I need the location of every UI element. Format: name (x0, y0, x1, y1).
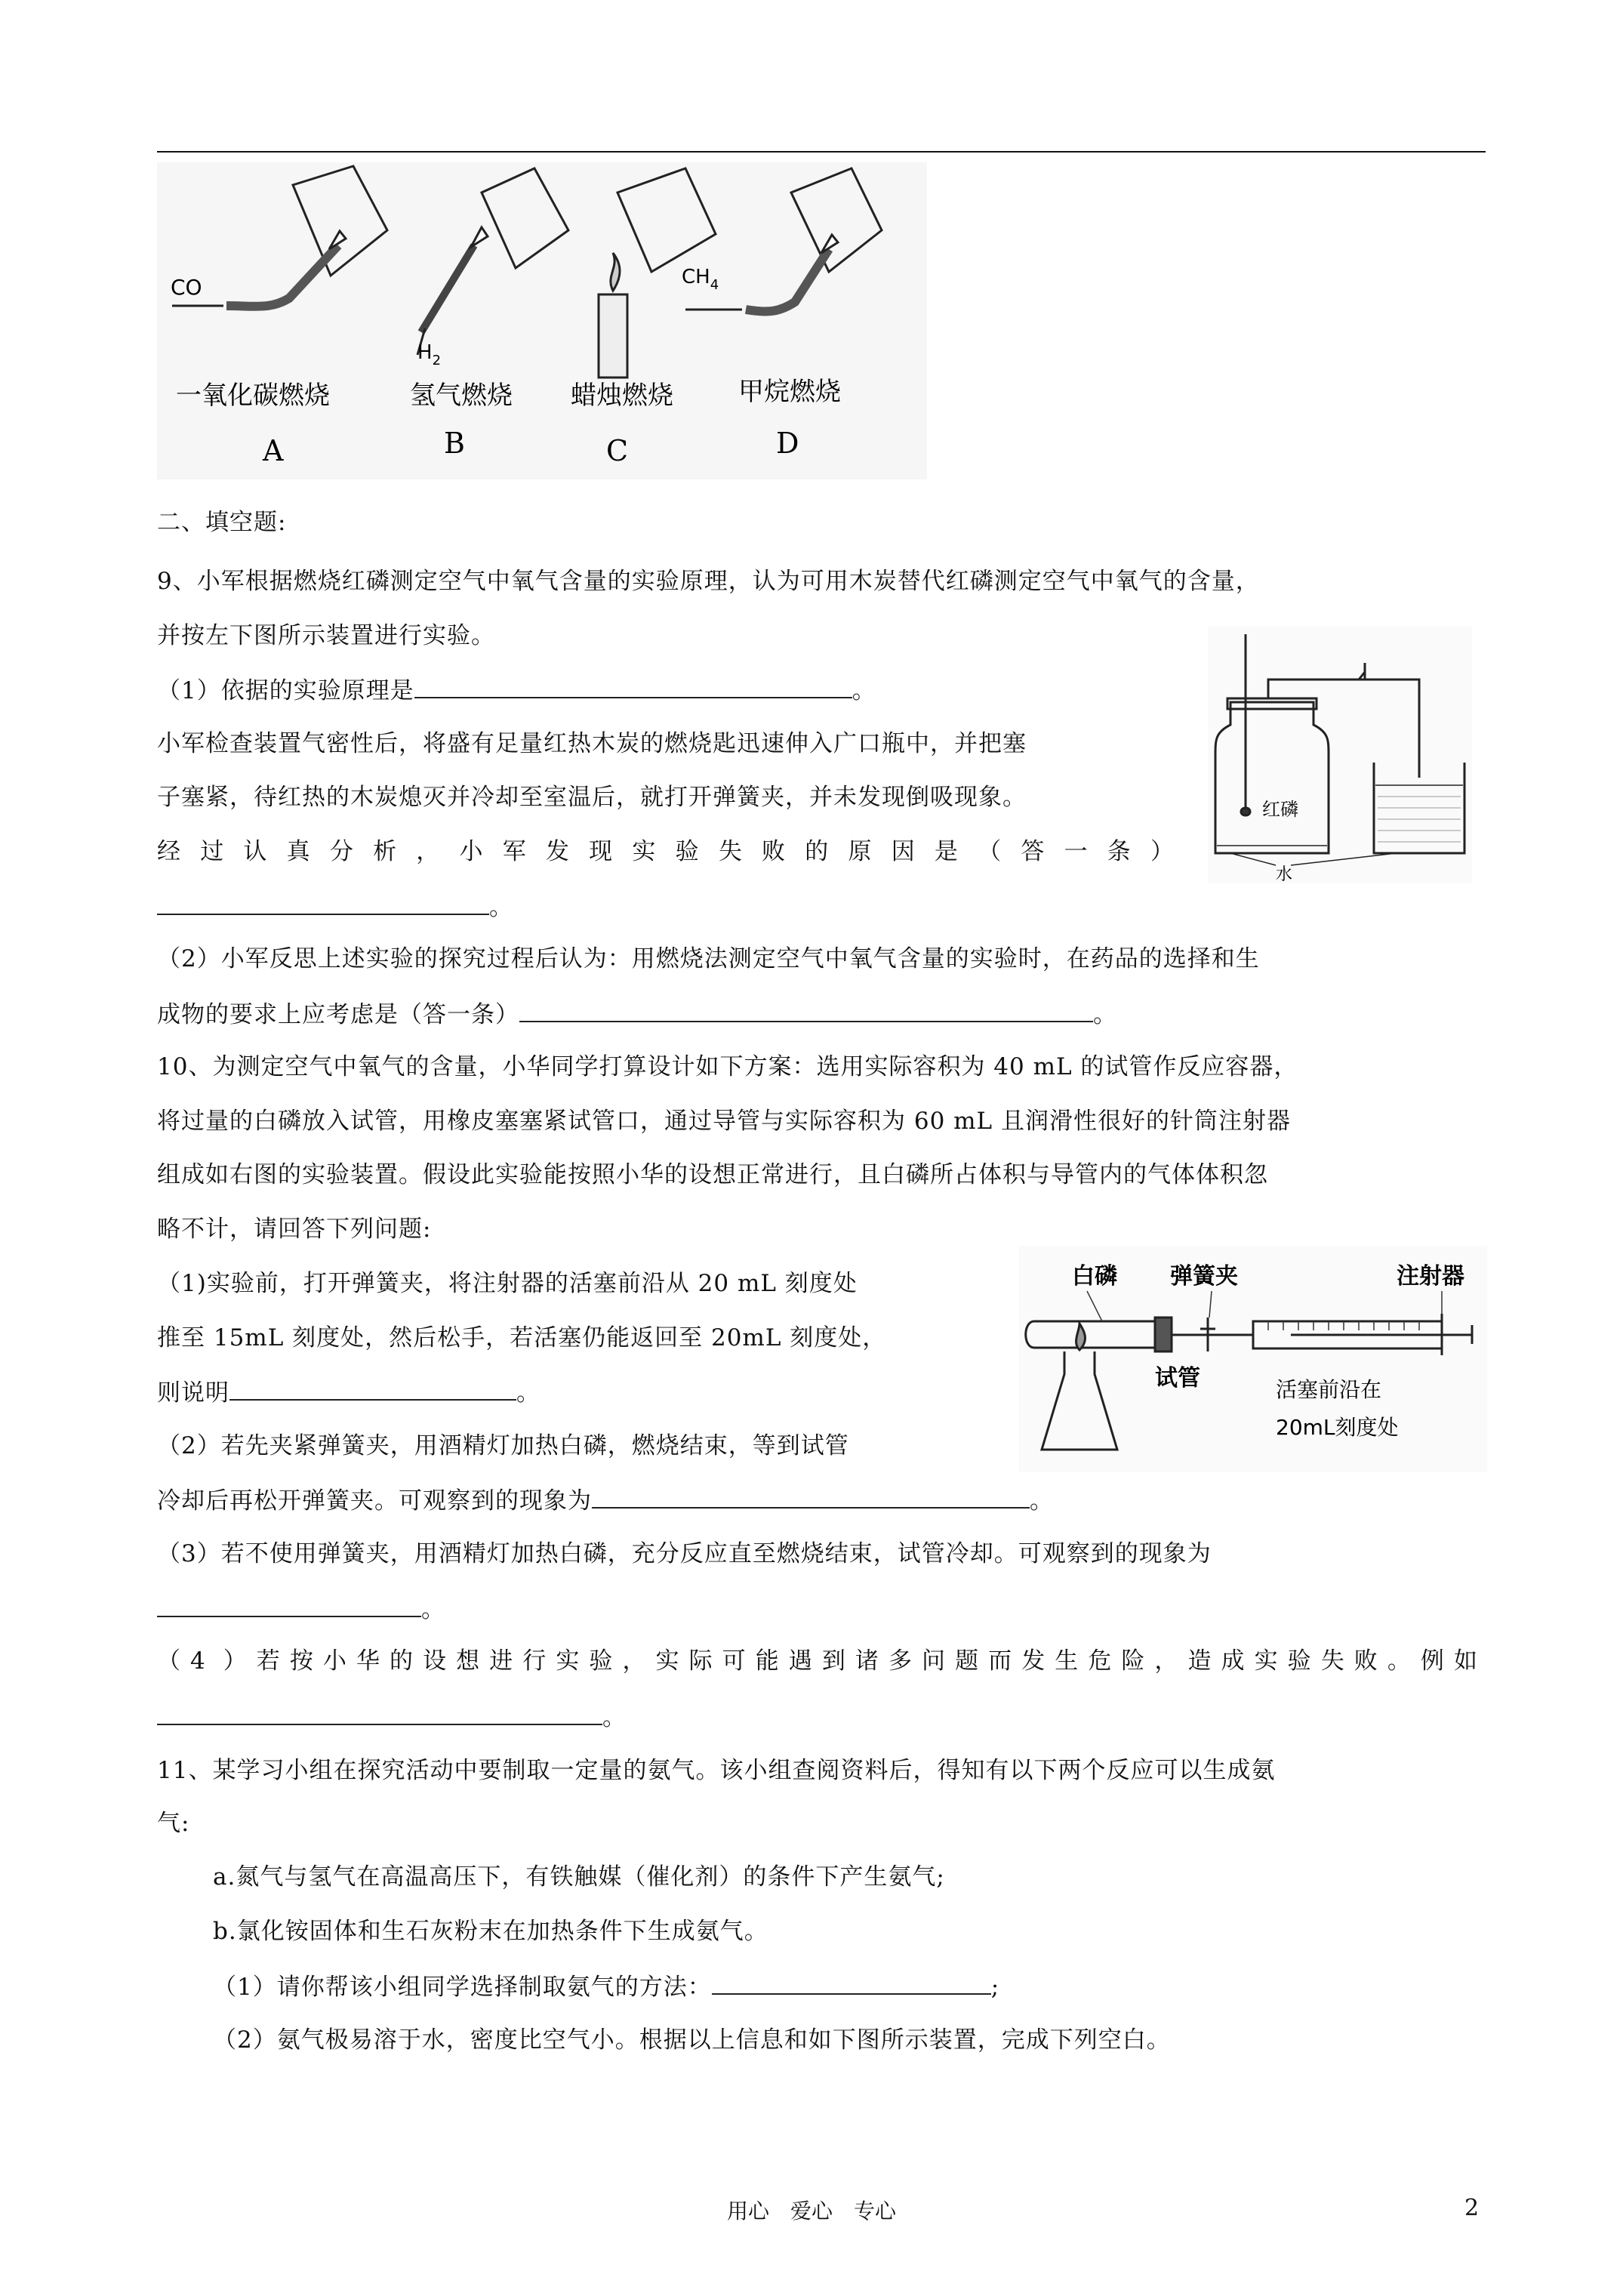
label-clamp: 弹簧夹 (1170, 1263, 1238, 1290)
letter-c: C (606, 434, 629, 467)
q9-answer-blank-1[interactable] (414, 674, 852, 698)
footer-motto: 用心 爱心 专心 (726, 2199, 896, 2224)
caption-c: 蜡烛燃烧 (571, 381, 673, 411)
label-white-phosphorus: 白磷 (1072, 1263, 1117, 1290)
gas-label-co: CO (171, 275, 202, 300)
caption-a: 一氧化碳燃烧 (176, 381, 330, 411)
q9-line6: 经过认真分析，小军发现实验失败的原因是（答一条） (157, 838, 1175, 865)
combustion-figure (157, 162, 927, 479)
caption-b: 氢气燃烧 (410, 381, 513, 411)
q9-line4: 小军检查装置气密性后，将盛有足量红热木炭的燃烧匙迅速伸入广口瓶中，并把塞 (157, 730, 1027, 757)
q10-part2-line1: （2）若先夹紧弹簧夹，用酒精灯加热白磷，燃烧结束，等到试管 (157, 1432, 849, 1459)
letter-a: A (263, 434, 284, 467)
q9-answer-blank-3[interactable] (519, 998, 1093, 1022)
q10-part3-line2: 。 (157, 1593, 445, 1625)
q10-part4-line1: （4 ）若按小华的设想进行实验，实际可能遇到诸多问题而发生危险，造成实验失败。例如 (157, 1647, 1478, 1675)
page-number: 2 (1464, 2195, 1480, 2221)
q10-line1: 10、为测定空气中氧气的含量，小华同学打算设计如下方案：选用实际容积为 40 mL 的试管作反应容器， (157, 1053, 1298, 1080)
q10-part3-line1: （3）若不使用弹簧夹，用酒精灯加热白磷，充分反应直至燃烧结束，试管冷却。可观察到的现象为 (157, 1540, 1212, 1567)
q10-part1-line1: （1)实验前，打开弹簧夹，将注射器的活塞前沿从 20 mL 刻度处 (157, 1270, 858, 1297)
label-piston-line2: 20mL刻度处 (1276, 1415, 1399, 1440)
label-syringe: 注射器 (1397, 1263, 1464, 1290)
q9-apparatus-figure (1208, 627, 1472, 883)
section-title: 二、填空题: (157, 509, 287, 536)
q10-apparatus-figure (1019, 1246, 1487, 1472)
letter-b: B (444, 427, 465, 460)
q10-answer-blank-4[interactable] (157, 1701, 602, 1725)
q9-line5: 子塞紧，待红热的木炭熄灭并冷却至室温后，就打开弹簧夹，并未发现倒吸现象。 (157, 784, 1027, 811)
caption-d: 甲烷燃烧 (738, 377, 841, 407)
q10-line4: 略不计，请回答下列问题: (157, 1216, 432, 1243)
label-red-phosphorus: 红磷 (1262, 799, 1298, 820)
q9-part2-line1: （2）小军反思上述实验的探究过程后认为：用燃烧法测定空气中氧气含量的实验时，在药品的选择和生 (157, 945, 1260, 972)
q11-line2: 气: (157, 1810, 190, 1837)
q9-part2-line2: 成物的要求上应考虑是（答一条） 。 (157, 998, 1117, 1030)
q11-answer-blank-1[interactable] (712, 1971, 991, 1995)
q11-option-a: a.氮气与氢气在高温高压下，有铁触媒（催化剂）的条件下产生氨气; (213, 1863, 945, 1891)
q10-line3: 组成如右图的实验装置。假设此实验能按照小华的设想正常进行，且白磷所占体积与导管内的气体体积忽 (157, 1161, 1268, 1188)
q9-line2: 并按左下图所示装置进行实验。 (157, 622, 495, 649)
q9-part1: （1）依据的实验原理是 。 (157, 674, 876, 706)
q9-answer-blank-2[interactable] (157, 891, 489, 915)
q11-part2: （2）氨气极易溶于水，密度比空气小。根据以上信息和如下图所示装置，完成下列空白。 (213, 2026, 1171, 2054)
q10-answer-blank-1[interactable] (229, 1376, 516, 1401)
gas-label-h2: $H_2$ (417, 341, 442, 368)
gas-label-ch4: $CH_4$ (682, 266, 719, 293)
q10-answer-blank-2[interactable] (592, 1484, 1030, 1509)
q9-line7: 。 (157, 891, 513, 923)
label-test-tube: 试管 (1155, 1365, 1200, 1391)
header-rule (157, 151, 1486, 153)
q10-part2-line2: 冷却后再松开弹簧夹。可观察到的现象为 。 (157, 1484, 1054, 1516)
q10-part4-line2: 。 (157, 1701, 627, 1733)
label-piston-line1: 活塞前沿在 (1276, 1377, 1382, 1402)
q10-line2: 将过量的白磷放入试管，用橡皮塞塞紧试管口，通过导管与实际容积为 60 mL 且润滑性很好的针筒注射器 (157, 1108, 1291, 1135)
q11-part1: （1）请你帮该小组同学选择制取氨气的方法： ; (213, 1971, 999, 2002)
q10-part1-line2: 推至 15mL 刻度处，然后松手，若活塞仍能返回至 20mL 刻度处， (157, 1324, 887, 1351)
q10-part1-line3: 则说明 。 (157, 1376, 540, 1408)
q9-line1: 9、小军根据燃烧红磷测定空气中氧气含量的实验原理，认为可用木炭替代红磷测定空气中氧气的含量， (157, 568, 1260, 595)
q11-option-b: b.氯化铵固体和生石灰粉末在加热条件下生成氨气。 (213, 1918, 768, 1945)
q11-line1: 11、某学习小组在探究活动中要制取一定量的氨气。该小组查阅资料后，得知有以下两个反应可以生成氨 (157, 1757, 1276, 1784)
q10-answer-blank-3[interactable] (157, 1593, 421, 1617)
label-water: 水 (1276, 865, 1293, 883)
letter-d: D (776, 427, 799, 460)
